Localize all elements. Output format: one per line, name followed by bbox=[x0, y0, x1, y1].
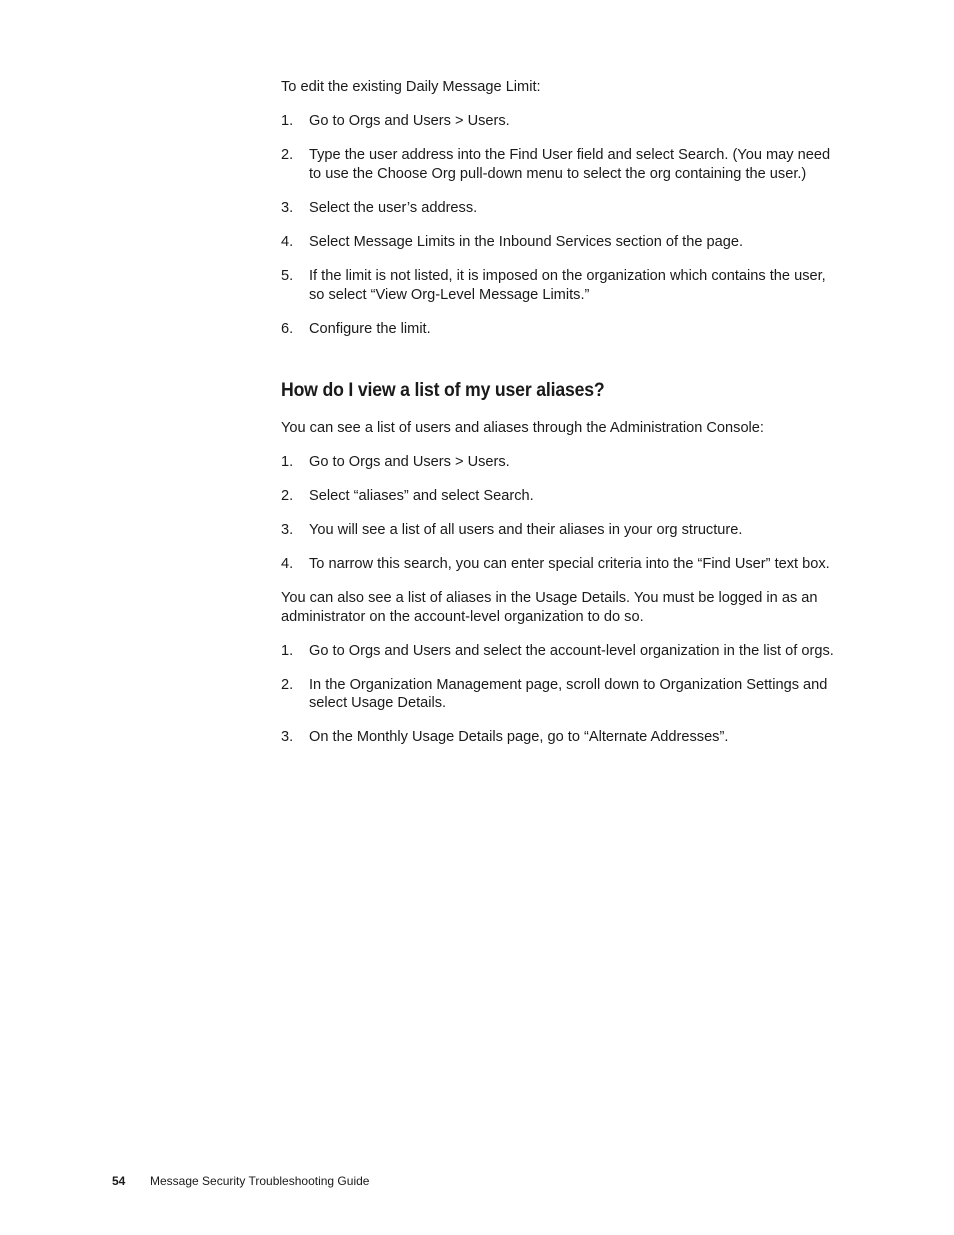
intro-paragraph: To edit the existing Daily Message Limit: bbox=[281, 79, 541, 95]
step-number: 3. bbox=[281, 199, 294, 216]
page-number: 54 bbox=[112, 1174, 126, 1188]
step-text: Type the user address into the Find User field and select Search. (You may need to use the Choose Org pull-down menu to select the org containing the user.) bbox=[309, 147, 831, 182]
list-item bbox=[281, 320, 841, 339]
step-text: To narrow this search, you can enter special criteria into the “Find User” text box. bbox=[309, 556, 830, 573]
step-text: On the Monthly Usage Details page, go to “Alternate Addresses”. bbox=[309, 729, 729, 746]
aliases-intro-paragraph: You can see a list of users and aliases through the Administration Console: bbox=[281, 420, 764, 437]
step-text: Configure the limit. bbox=[309, 320, 431, 337]
step-number: 2. bbox=[281, 147, 294, 164]
usage-details-paragraph: You can also see a list of aliases in the Usage Details. You must be logged in as an administrator on the account-level organization to do so. bbox=[281, 590, 818, 625]
section-heading: How do I view a list of my user aliases? bbox=[281, 380, 605, 402]
list-item bbox=[281, 676, 841, 713]
list-item bbox=[281, 267, 841, 304]
edit-limit-steps bbox=[281, 112, 841, 338]
step-text: Select the user’s address. bbox=[309, 199, 478, 216]
step-number: 1. bbox=[281, 113, 294, 129]
usage-details-steps bbox=[281, 642, 841, 747]
step-text: Go to Orgs and Users and select the account-level organization in the list of orgs. bbox=[309, 642, 834, 659]
list-item bbox=[281, 728, 841, 747]
page-content bbox=[281, 78, 841, 762]
step-text: If the limit is not listed, it is imposed on the organization which contains the user, so select “View Org-Level Message Limits.” bbox=[309, 268, 826, 303]
step-number: 2. bbox=[281, 488, 294, 505]
step-number: 4. bbox=[281, 556, 294, 573]
document-title: Message Security Troubleshooting Guide bbox=[150, 1174, 370, 1188]
list-item bbox=[281, 521, 841, 540]
step-text: You will see a list of all users and their aliases in your org structure. bbox=[309, 522, 743, 539]
step-text: In the Organization Management page, scroll down to Organization Settings and select Usage Details. bbox=[309, 676, 828, 712]
list-item bbox=[281, 199, 841, 218]
page-footer bbox=[112, 1174, 369, 1189]
list-item bbox=[281, 487, 841, 506]
step-text: Go to Orgs and Users > Users. bbox=[309, 454, 510, 471]
aliases-steps bbox=[281, 453, 841, 574]
step-number: 5. bbox=[281, 268, 294, 285]
list-item bbox=[281, 146, 841, 183]
step-number: 1. bbox=[281, 454, 294, 471]
list-item bbox=[281, 453, 841, 472]
step-number: 2. bbox=[281, 676, 294, 693]
list-item bbox=[281, 233, 841, 252]
step-number: 3. bbox=[281, 729, 294, 746]
step-number: 6. bbox=[281, 320, 294, 337]
step-text: Select Message Limits in the Inbound Services section of the page. bbox=[309, 234, 744, 251]
step-number: 3. bbox=[281, 522, 294, 539]
step-number: 1. bbox=[281, 642, 294, 659]
step-text: Go to Orgs and Users > Users. bbox=[309, 113, 510, 129]
step-text: Select “aliases” and select Search. bbox=[309, 488, 534, 505]
list-item bbox=[281, 642, 841, 661]
list-item bbox=[281, 112, 841, 131]
list-item bbox=[281, 555, 841, 574]
step-number: 4. bbox=[281, 234, 294, 251]
